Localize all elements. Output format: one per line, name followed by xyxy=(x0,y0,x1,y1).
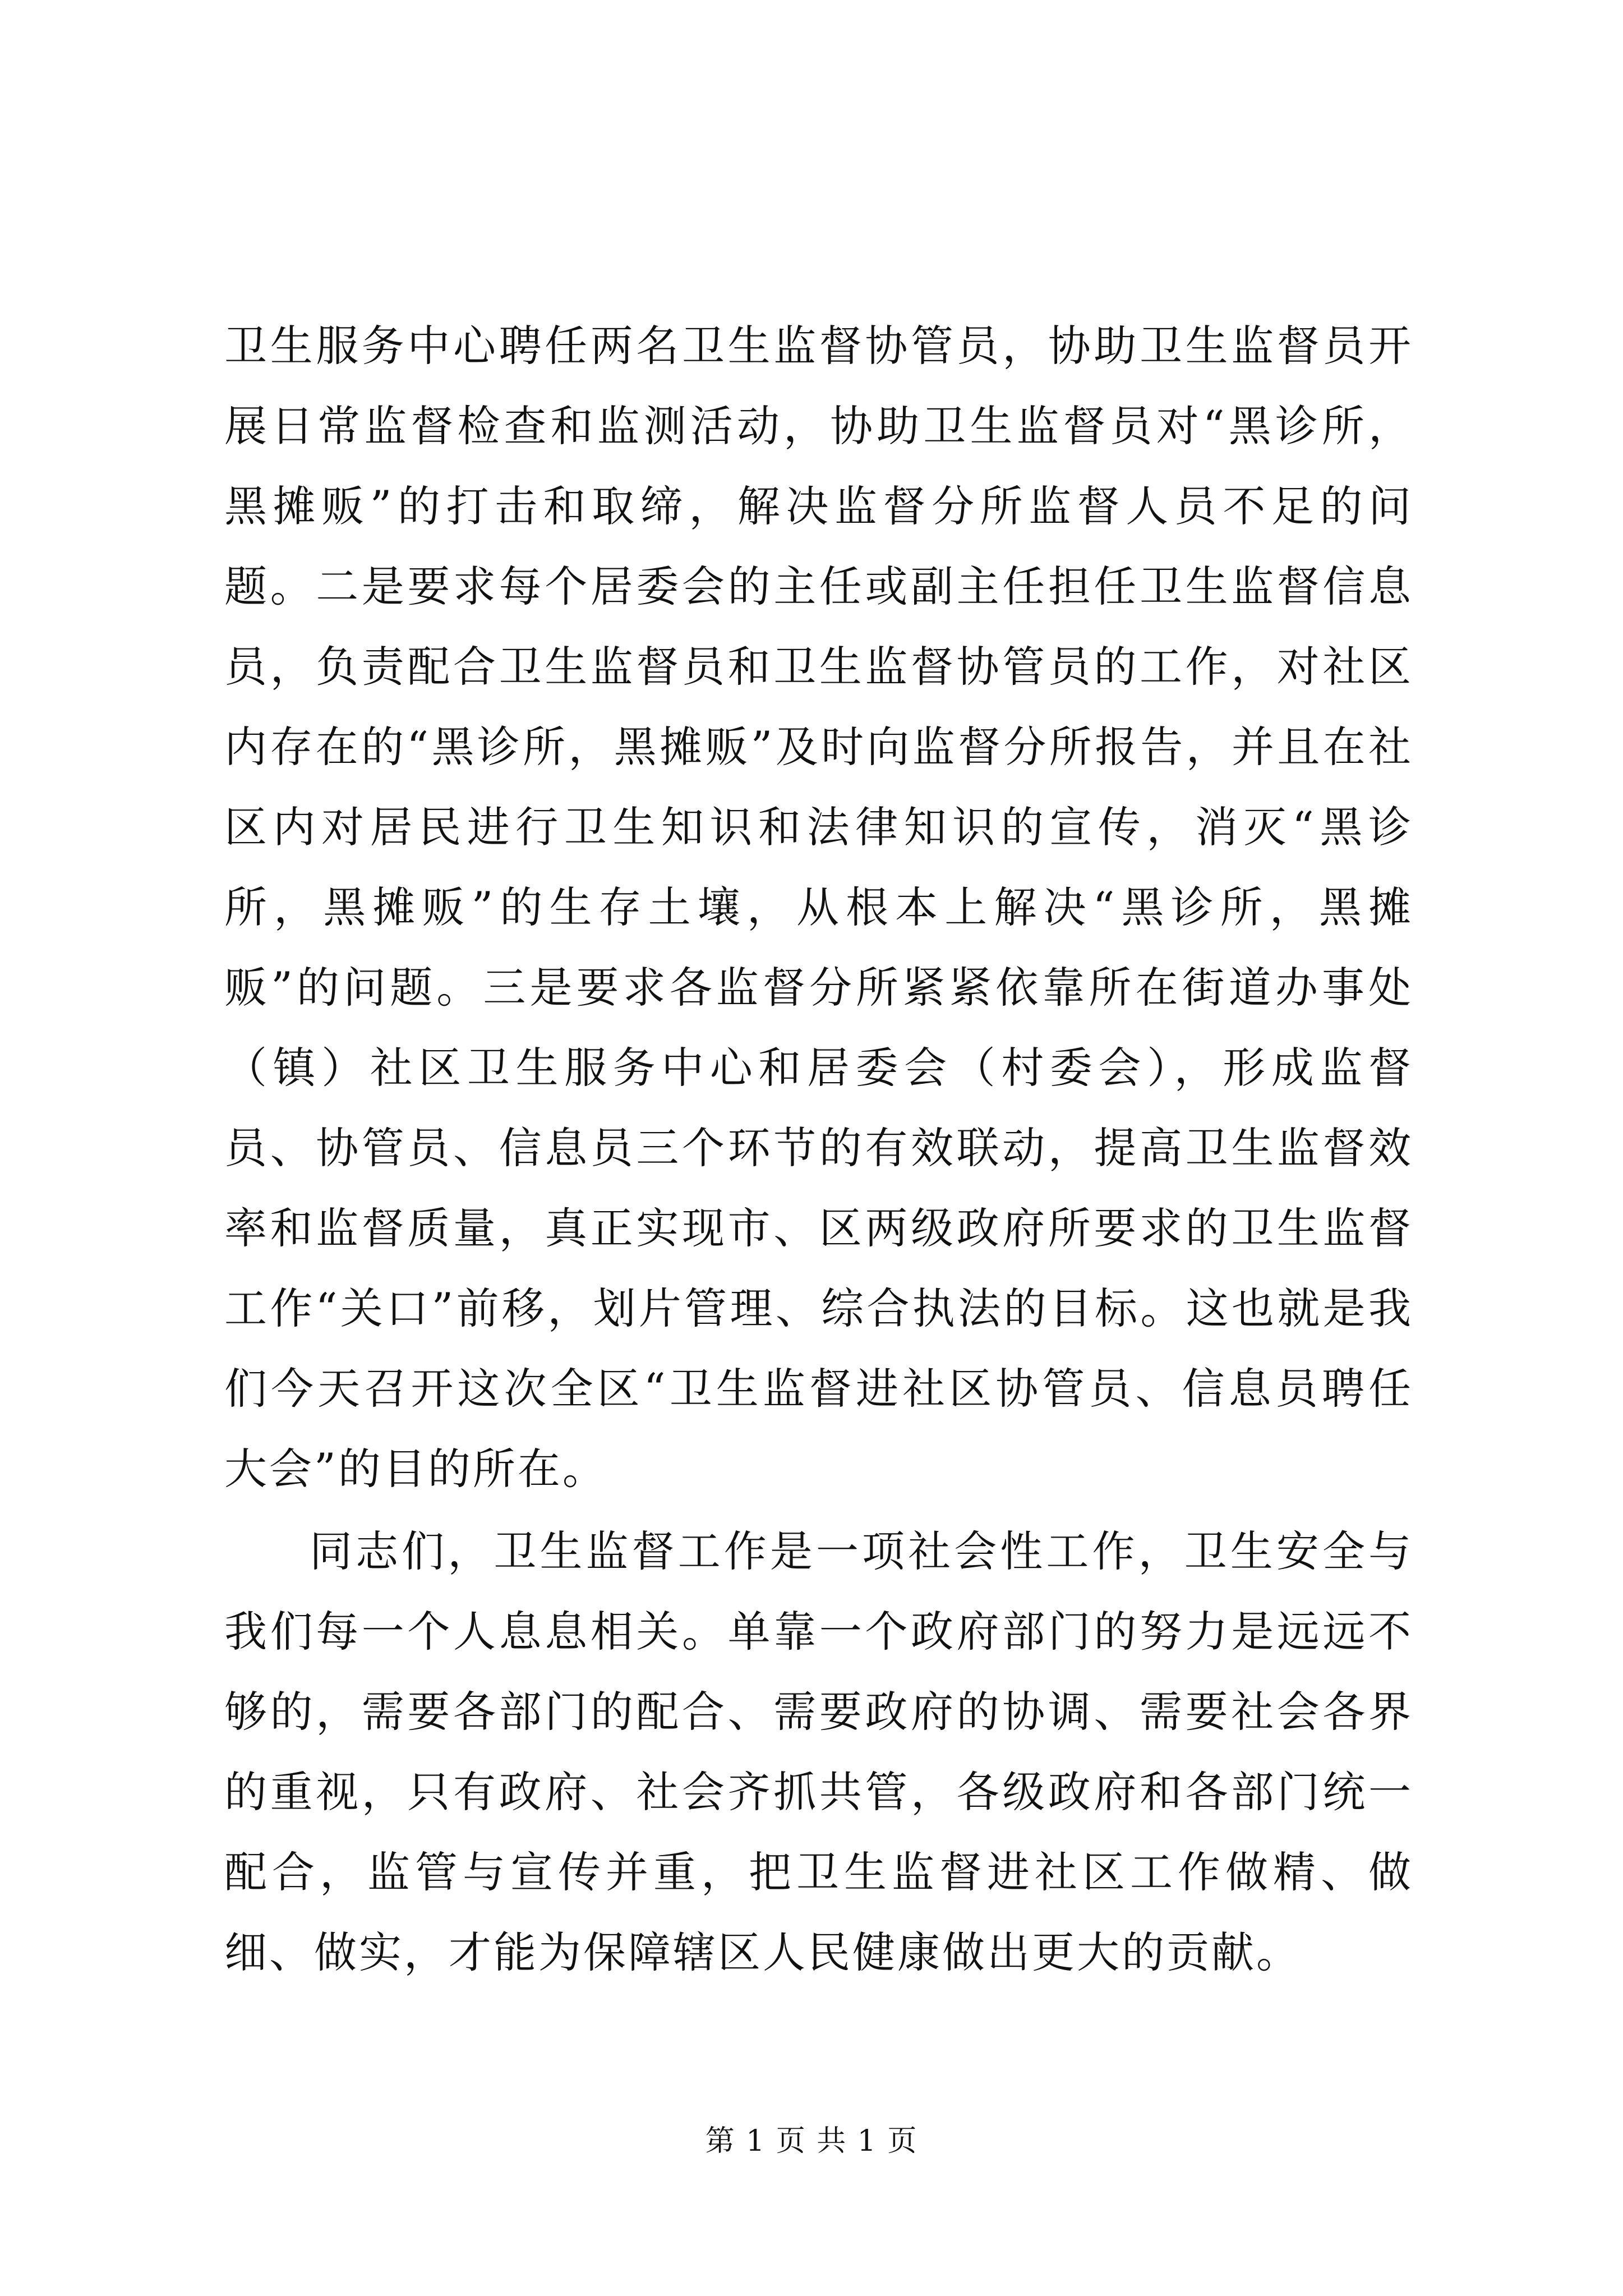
document-body xyxy=(224,306,1413,1993)
paragraph-closing: 同志们，卫生监督工作是一项社会性工作，卫生安全与我们每一个人息息相关。单靠一个政府部门的努力是远远不够的，需要各部门的配合、需要政府的协调、需要社会各界的重视，只有政府、社会齐抓共管，各级政府和各部门统一配合，监管与宣传并重，把卫生监督进社区工作做精、做细、做实，才能为保障辖区人民健康做出更大的贡献。 xyxy=(224,1526,1413,1977)
page-number-footer: 第 1 页 共 1 页 xyxy=(705,2124,918,2158)
paragraph-continued: 卫生服务中心聘任两名卫生监督协管员，协助卫生监督员开展日常监督检查和监测活动，协助卫生监督员对“黑诊所，黑摊贩”的打击和取缔，解决监督分所监督人员不足的问题。二是要求每个居委会的主任或副主任担任卫生监督信息员，负责配合卫生监督员和卫生监督协管员的工作，对社区内存在的“黑诊所，黑摊贩”及时向监督分所报告，并且在社区内对居民进行卫生知识和法律知识的宣传，消灭“黑诊所，黑摊贩”的生存土壤，从根本上解决“黑诊所，黑摊贩”的问题。三是要求各监督分所紧紧依靠所在街道办事处（镇）社区卫生服务中心和居委会（村委会），形成监督员、协管员、信息员三个环节的有效联动，提高卫生监督效率和监督质量，真正实现市、区两级政府所要求的卫生监督工作“关口”前移，划片管理、综合执法的目标。这也就是我们今天召开这次全区“卫生监督进社区协管员、信息员聘任大会”的目的所在。 xyxy=(224,321,1413,1494)
